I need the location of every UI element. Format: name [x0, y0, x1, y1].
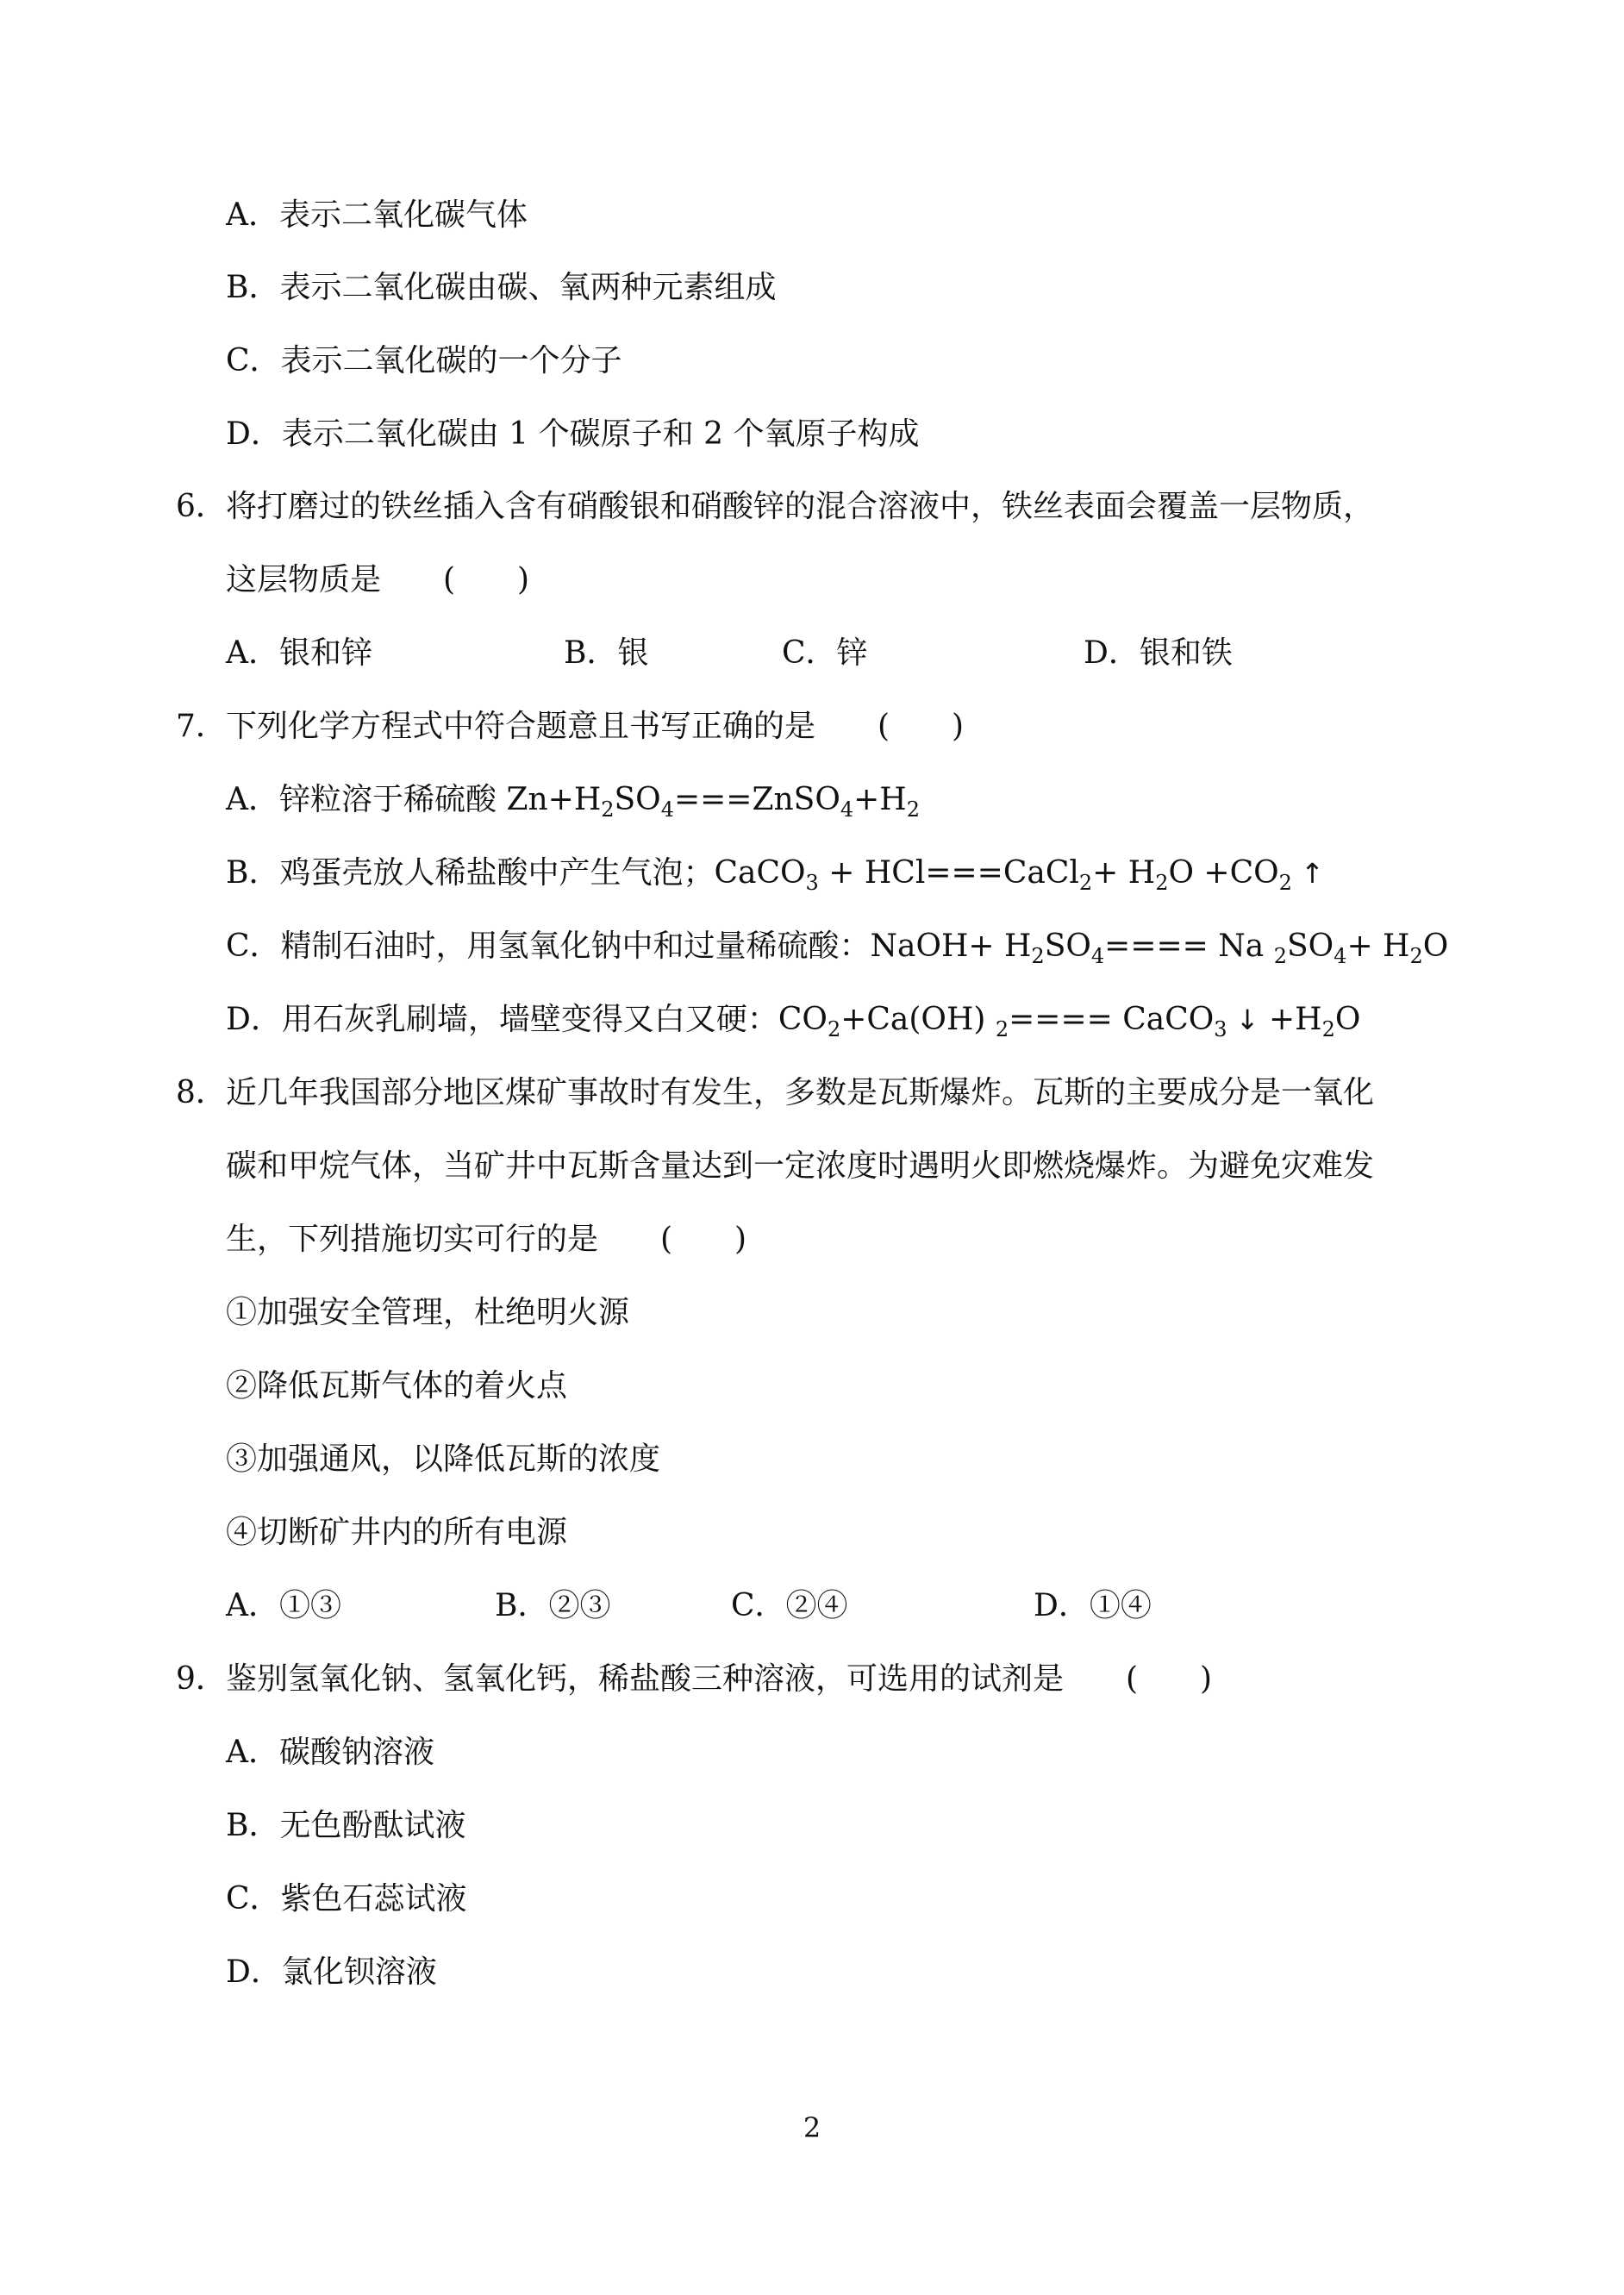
- question-number: 7．: [176, 709, 227, 744]
- q6-options-row: [226, 635, 1484, 676]
- q7-option-a: A．锌粒溶于稀硫酸 $Zn+H_2SO_4===ZnSO_4+H_2$: [226, 782, 920, 822]
- q9-option-c: C．紫色石蕊试液: [226, 1881, 467, 1917]
- chemical-equation: $Zn+H_2SO_4===ZnSO_4+H_2$: [506, 782, 920, 822]
- q7-option-c: C．精制石油时，用氢氧化钠中和过量稀硫酸：NaOH+ $H_2SO_4==== Na$ $_2SO_4+ H_2O$: [226, 929, 1449, 968]
- question-number: 8．: [176, 1075, 227, 1110]
- precipitate-arrow-icon: ↓: [1227, 1004, 1259, 1036]
- question-stem-line-3: 生，下列措施切实可行的是 ( ): [226, 1222, 747, 1257]
- q7-option-b: B．鸡蛋壳放人稀盐酸中产生气泡；CaCO$_3$ + HCl===CaCl$_2$+ $H_2O +CO_2$ ↑: [226, 855, 1324, 895]
- q5-option-a: A．表示二氧化碳气体: [226, 197, 528, 233]
- q8-option-b: B．②③: [495, 1588, 611, 1623]
- q7-option-d: D．用石灰乳刷墙，墙壁变得又白又硬：$CO_2+Ca(OH)$ $_2$==== CaCO$_3$ ↓ $+H_2O$: [226, 1002, 1361, 1041]
- q9-option-a: A．碳酸钠溶液: [226, 1735, 434, 1770]
- q8-option-c: C．②④: [731, 1588, 848, 1623]
- q8-item-3: ③加强通风，以降低瓦斯的浓度: [226, 1441, 661, 1477]
- q8-item-2: ②降低瓦斯气体的着火点: [226, 1368, 568, 1404]
- question-stem: 鉴别氢氧化钠、氢氧化钙，稀盐酸三种溶液，可选用的试剂是 ( ): [226, 1661, 1213, 1697]
- q8-item-1: ①加强安全管理，杜绝明火源: [226, 1295, 630, 1330]
- chemical-equation: $CO_2+Ca(OH)$ $_2$==== CaCO$_3$ ↓ $+H_2O$: [778, 1002, 1361, 1041]
- q8-option-a: A．①③: [226, 1588, 341, 1623]
- q8-option-d: D．①④: [1034, 1588, 1152, 1623]
- q6-option-a: A．银和锌: [226, 635, 372, 671]
- q8-options-row: [226, 1588, 1484, 1629]
- question-stem-line-1: 将打磨过的铁丝插入含有硝酸银和硝酸锌的混合溶液中，铁丝表面会覆盖一层物质，: [226, 489, 1375, 524]
- question-number: 9．: [176, 1661, 227, 1697]
- q5-option-b: B．表示二氧化碳由碳、氧两种元素组成: [226, 270, 777, 305]
- question-stem: 下列化学方程式中符合题意且书写正确的是 ( ): [226, 709, 965, 744]
- q8-item-4: ④切断矿井内的所有电源: [226, 1515, 568, 1550]
- question-stem-line-2: 这层物质是 ( ): [226, 562, 530, 597]
- chemical-equation: NaOH+ $H_2SO_4==== Na$ $_2SO_4+ H_2O$: [870, 929, 1449, 968]
- question-stem-line-2: 碳和甲烷气体，当矿井中瓦斯含量达到一定浓度时遇明火即燃烧爆炸。为避免灾难发: [226, 1148, 1375, 1184]
- q6-option-c: C．锌: [782, 635, 868, 671]
- q6-option-d: D．银和铁: [1084, 635, 1233, 671]
- gas-arrow-icon: ↑: [1291, 857, 1324, 890]
- chemical-equation: CaCO$_3$ + HCl===CaCl$_2$+ $H_2O +CO_2$ ↑: [714, 855, 1324, 895]
- question-stem-line-1: 近几年我国部分地区煤矿事故时有发生，多数是瓦斯爆炸。瓦斯的主要成分是一氧化: [226, 1075, 1375, 1110]
- q5-option-d: D．表示二氧化碳由 1 个碳原子和 2 个氧原子构成: [226, 416, 920, 452]
- question-number: 6．: [176, 489, 227, 524]
- q9-option-d: D．氯化钡溶液: [226, 1954, 437, 1990]
- page-number: 2: [803, 2111, 821, 2144]
- q6-option-b: B．银: [564, 635, 649, 671]
- q9-option-b: B．无色酚酞试液: [226, 1808, 466, 1843]
- q5-option-c: C．表示二氧化碳的一个分子: [226, 343, 622, 378]
